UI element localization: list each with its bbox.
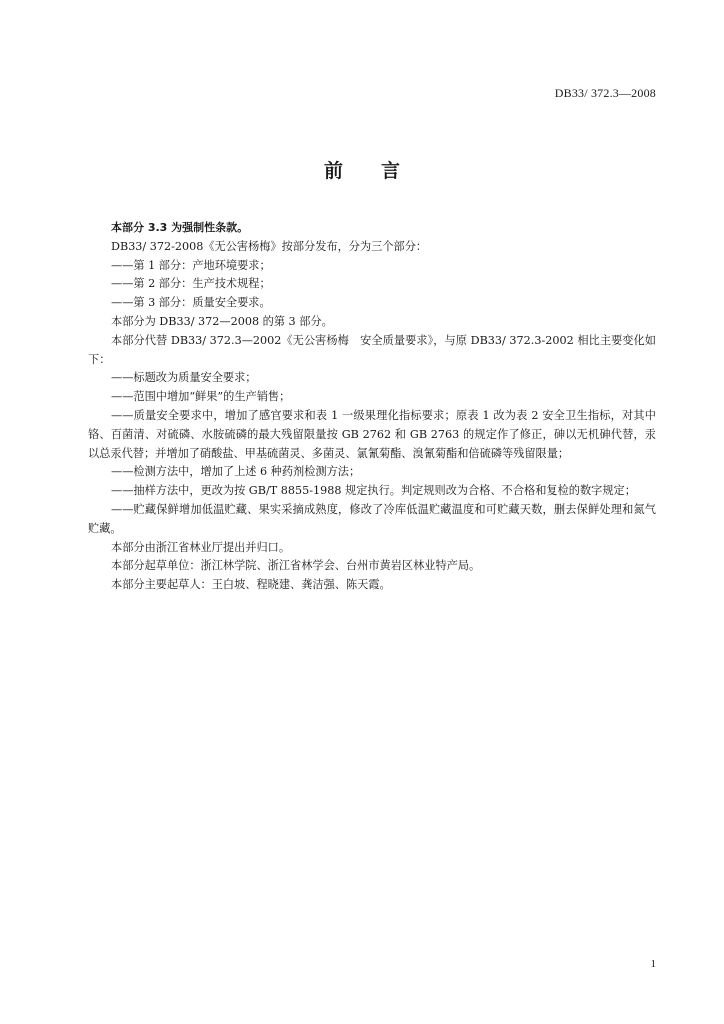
proposer-paragraph: 本部分由浙江省林业厅提出并归口。 — [111, 540, 291, 554]
part-1-item: ——第 1 部分：产地环境要求； — [111, 258, 271, 272]
mandatory-clause-paragraph: 本部分 3.3 为强制性条款。 — [111, 221, 249, 234]
change-item-storage: ——贮藏保鲜增加低温贮藏、果实采摘成熟度，修改了冷库低温贮藏温度和可贮藏天数，删去保鲜处理和氮气贮藏。 — [88, 502, 656, 535]
foreword-body — [88, 219, 656, 595]
drafters-paragraph: 本部分主要起草人：王白坡、程晓建、龚洁强、陈天霞。 — [111, 578, 391, 592]
document-code: DB33/ 372.3—2008 — [554, 86, 656, 100]
replacement-paragraph: 本部分代替 DB33/ 372.3—2002《无公害杨梅 安全质量要求》，与原 DB33/ 372.3-2002 相比主要变化如下： — [88, 333, 656, 366]
this-part-paragraph: 本部分为 DB33/ 372—2008 的第 3 部分。 — [111, 314, 333, 328]
part-2-item: ——第 2 部分：生产技术规程； — [111, 277, 271, 291]
change-item-quality: ——质量安全要求中，增加了感官要求和表 1 一级果理化指标要求；原表 1 改为表 2 安全卫生指标，对其中铬、百菌清、对硫磷、水胺硫磷的最大残留限量按 GB 2762 和 GB 2763 的规定作了修正，砷以无机砷代替，汞以总汞代替；并增加了硝酸盐、甲基硫菌灵、多菌灵、氯氰菊酯、溴氰菊酯和倍硫磷等残留限量； — [88, 408, 656, 460]
change-item-test-method: ——检测方法中，增加了上述 6 种药剂检测方法； — [111, 465, 361, 479]
change-item-title: ——标题改为质量安全要求； — [111, 371, 257, 385]
change-item-scope: ——范围中增加“鲜果”的生产销售； — [111, 390, 291, 404]
part-3-item: ——第 3 部分：质量安全要求。 — [111, 296, 271, 310]
page-number: 1 — [650, 958, 656, 970]
parts-intro-paragraph: DB33/ 372-2008《无公害杨梅》按部分发布，分为三个部分： — [111, 239, 428, 253]
drafting-units-paragraph: 本部分起草单位：浙江林学院、浙江省林学会、台州市黄岩区林业特产局。 — [111, 559, 481, 573]
change-item-sampling: ——抽样方法中，更改为按 GB/T 8855-1988 规定执行。判定规则改为合格、不合格和复检的数字规定； — [111, 484, 636, 498]
page-title: 前言 — [323, 160, 438, 182]
